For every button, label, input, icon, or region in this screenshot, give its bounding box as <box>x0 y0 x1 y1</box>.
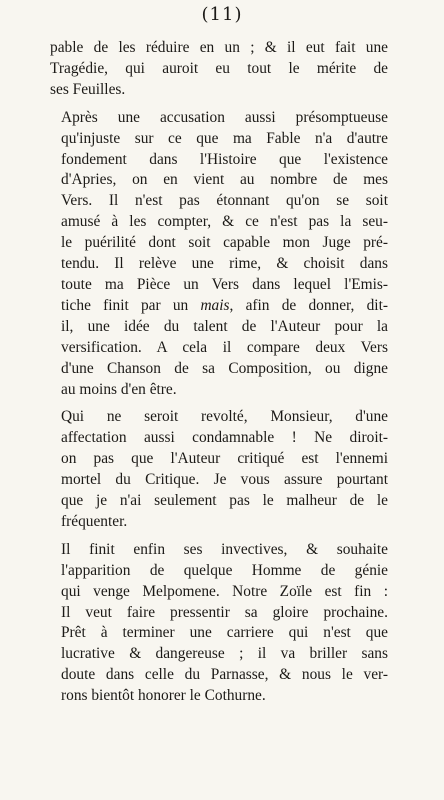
text-line: fondement dans l'Histoire que l'existence <box>61 150 388 168</box>
text-line: lucrative & dangereuse ; il va briller sans <box>61 645 388 663</box>
text-line: Qui ne seroit revolté, Monsieur, d'une <box>61 408 388 426</box>
italic-word: mais <box>200 296 230 314</box>
text-line: pable de les réduire en un ; & il eut fait une <box>50 39 388 56</box>
text-line: Il veut faire pressentir sa gloire prochaine. <box>61 603 388 621</box>
text-line: doute dans celle du Parnasse, & nous le ver- <box>61 666 388 684</box>
text-line: mortel du Critique. Je vous assure pourtant <box>61 471 388 489</box>
text-line: toute ma Pièce un Vers dans lequel l'Emis- <box>61 275 388 293</box>
text-line: rons bientôt honorer le Cothurne. <box>61 687 266 705</box>
body-text <box>50 38 388 707</box>
text-line: Il finit enfin ses invectives, & souhaite <box>61 540 388 558</box>
paragraph <box>50 407 388 532</box>
text-line: ses Feuilles. <box>50 80 126 98</box>
text-line: amusé à les compter, & ce n'est pas la seu- <box>61 213 388 231</box>
paragraph <box>50 108 388 401</box>
text-line: Vers. Il n'est pas étonnant qu'on se soit <box>61 192 388 210</box>
text-line: Prêt à terminer une carriere qui n'est que <box>61 624 388 642</box>
text-line: au moins d'en être. <box>61 380 177 398</box>
text-line: que je n'ai seulement pas le malheur de le <box>61 492 388 510</box>
text-line: versification. A cela il compare deux Vers <box>61 338 388 356</box>
paragraph <box>50 540 388 707</box>
page-number: (11) <box>201 4 243 25</box>
text-line: il, une idée du talent de l'Auteur pour la <box>61 317 388 335</box>
text-line: Après une accusation aussi présomptueuse <box>61 108 388 126</box>
text-line: Tragédie, qui auroit eu tout le mérite de <box>50 59 388 77</box>
text-line: qui venge Melpomene. Notre Zoïle est fin : <box>61 582 388 600</box>
text-line: le puérilité dont soit capable mon Juge pré- <box>61 234 388 252</box>
paragraph <box>50 38 388 101</box>
text-line: tiche finit par un mais, afin de donner, dit- <box>61 296 388 314</box>
text-line: d'une Chanson de sa Composition, ou digne <box>61 359 388 377</box>
text-line: l'apparition de quelque Homme de génie <box>61 561 388 579</box>
text-line: fréquenter. <box>61 512 128 530</box>
text-line: affectation aussi condamnable ! Ne diroit- <box>61 429 388 447</box>
text-line: d'Apries, on en vient au nombre de mes <box>61 171 388 189</box>
text-line: on pas que l'Auteur critiqué est l'ennemi <box>61 450 388 468</box>
text-line: qu'injuste sur ce que ma Fable n'a d'autre <box>61 129 388 147</box>
text-line: tendu. Il relève une rime, & choisit dans <box>61 255 388 273</box>
